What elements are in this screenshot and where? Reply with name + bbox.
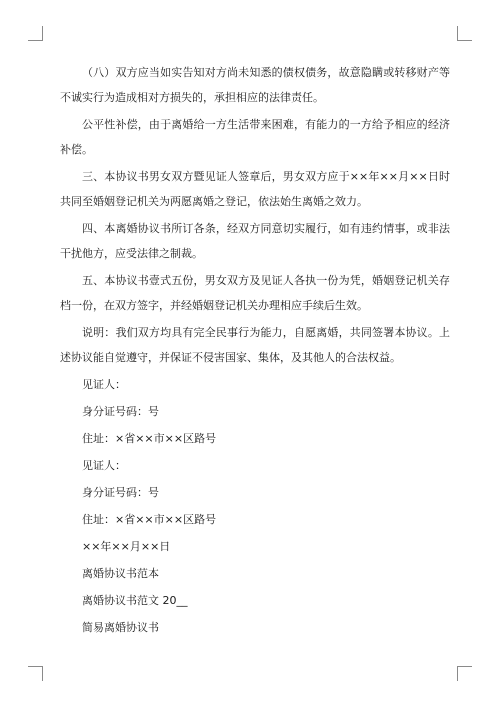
corner-mark-bottom-left: [28, 666, 43, 681]
id-number-line-1: 身分证号码：号: [82, 405, 159, 418]
related-title-sample: 离婚协议书范文 20__: [82, 594, 188, 607]
witness-label-1: 见证人：: [82, 378, 126, 391]
corner-mark-bottom-right: [457, 666, 472, 681]
date-line: ××年××月××日: [82, 540, 171, 553]
related-title-template: 离婚协议书范本: [82, 567, 159, 580]
corner-mark-top-left: [28, 26, 43, 41]
witness-label-2: 见证人：: [82, 459, 126, 472]
id-number-line-2: 身分证号码：号: [82, 486, 159, 499]
paragraph-debt-disclosure: （八）双方应当如实告知对方尚未知悉的债权债务，故意隐瞒或转移财产等不诚实行为造成相对方损失的，承担相应的法律责任。: [60, 66, 450, 104]
address-line-2: 住址：×省××市××区路号: [82, 513, 217, 526]
address-line-1: 住址：×省××市××区路号: [82, 432, 217, 445]
paragraph-article-four: 四、本离婚协议书所订各条，经双方同意切实履行，如有违约情事，或非法干扰他方，应受法律之制裁。: [60, 222, 450, 260]
paragraph-article-three: 三、本协议书男女双方暨见证人签章后，男女双方应于××年××月××日时共同至婚姻登记机关为两愿离婚之登记，依法始生离婚之效力。: [60, 170, 450, 208]
paragraph-explanation: 说明：我们双方均具有完全民事行为能力，自愿离婚，共同签署本协议。上述协议能自觉遵守，并保证不侵害国家、集体，及其他人的合法权益。: [60, 326, 450, 364]
related-title-simple: 简易离婚协议书: [82, 621, 159, 634]
paragraph-fair-compensation: 公平性补偿，由于离婚给一方生活带来困难，有能力的一方给予相应的经济补偿。: [60, 118, 450, 156]
document-body: [60, 60, 450, 640]
paragraph-article-five: 五、本协议书壹式五份，男女双方及见证人各执一份为凭，婚姻登记机关存档一份，在双方签字，并经婚姻登记机关办理相应手续后生效。: [60, 274, 450, 312]
corner-mark-top-right: [457, 26, 472, 41]
